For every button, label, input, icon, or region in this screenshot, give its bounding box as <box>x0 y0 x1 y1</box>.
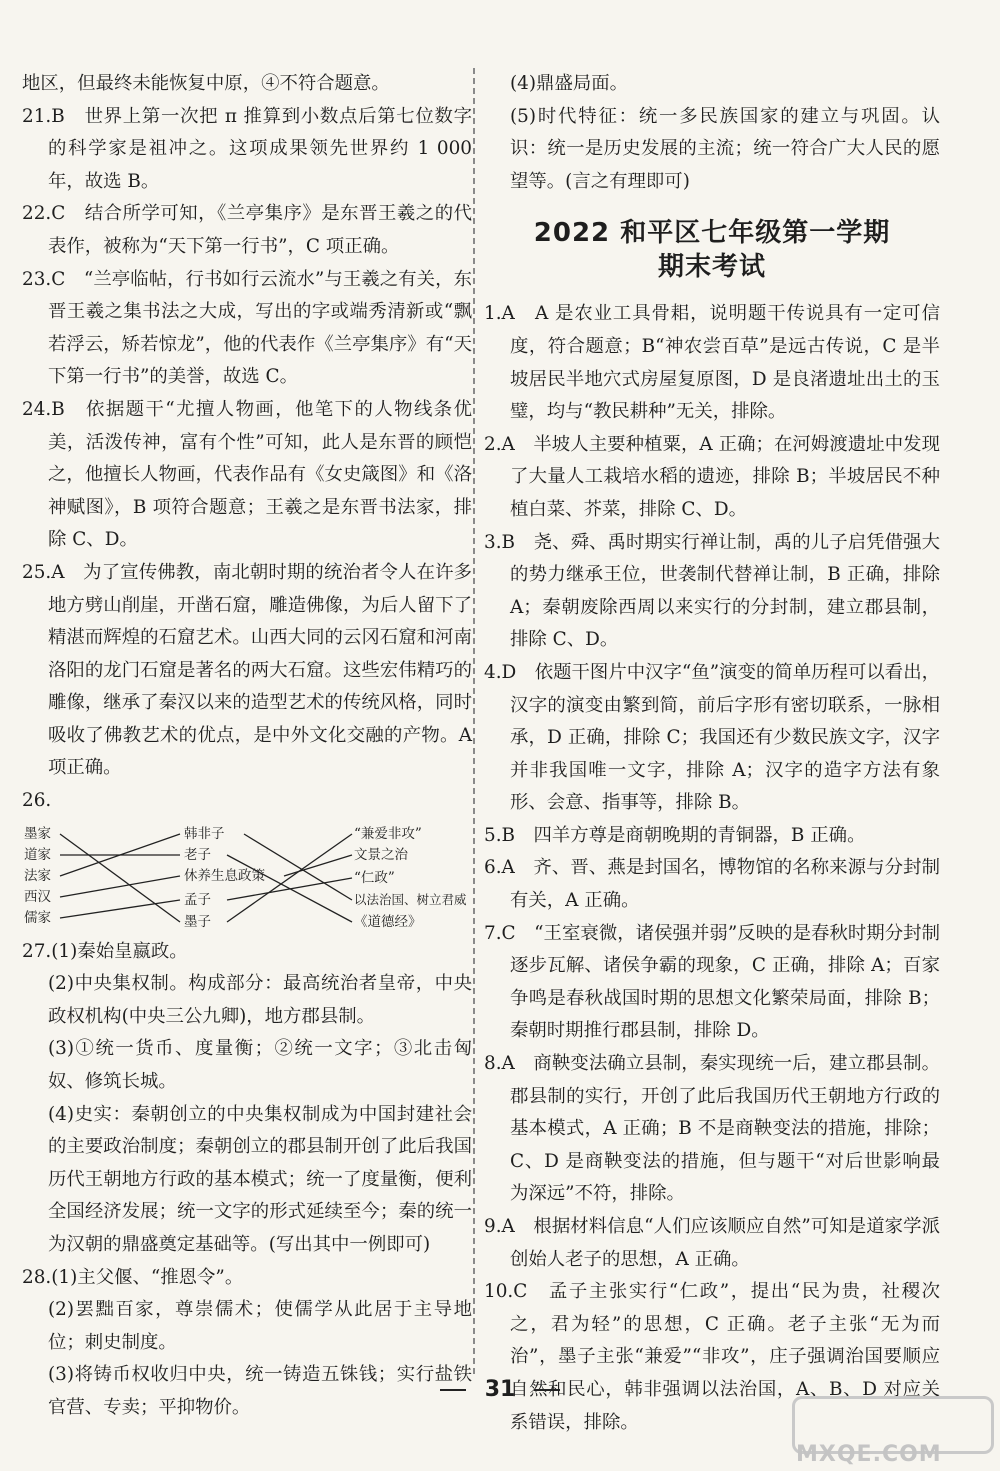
answer-24: 24.B 依据题干“尤擅人物画，他笔下的人物线条优美，活泼传神，富有个性”可知，此人是东晋的顾恺之，他擅长人物画，代表作品有《女史箴图》和《洛神赋图》，B 项符合题意；王羲之是东晋书法家，排除 C、D。 <box>22 398 472 551</box>
footer-dash-right <box>534 1389 560 1391</box>
diagram-left-item: 道家 <box>24 846 51 863</box>
watermark-url: MXQE.COM <box>796 1442 942 1467</box>
exam-title <box>484 198 940 298</box>
exam-answer-8: 8.A 商鞅变法确立县制，秦实现统一后，建立郡县制。郡县制的实行，开创了此后我国历代王朝地方行政的基本模式，A 正确；B 不是商鞅变法的措施，排除；C、D 是商鞅变法的措施，但与题干“对后世影响最为深远”不符，排除。 <box>484 1053 940 1205</box>
answer-27-2: (2)中央集权制。构成部分：最高统治者皇帝，中央政权机构(中央三公九卿)，地方郡县制。 <box>48 973 472 1027</box>
column-divider <box>473 68 475 1374</box>
answer-27-3: (3)①统一货币、度量衡；②统一文字；③北击匈奴、修筑长城。 <box>48 1038 472 1093</box>
exam-answer-9: 9.A 根据材料信息“人们应该顺应自然”可知是道家学派创始人老子的思想，A 正确。 <box>484 1216 940 1270</box>
answer-27-1: 27.(1)秦始皇嬴政。 <box>22 940 188 962</box>
exam-answer-3: 3.B 尧、舜、禹时期实行禅让制，禹的儿子启凭借强大的势力继承王位，世袭制代替禅让制，B 正确，排除 A；秦朝废除西周以来实行的分封制，建立郡县制，排除 C、D。 <box>484 531 940 651</box>
right-column <box>484 68 940 1439</box>
answer-28-2: (2)罢黜百家，尊崇儒术；使儒学从此居于主导地位；刺史制度。 <box>48 1299 472 1353</box>
diagram-right-item: 《道德经》 <box>354 913 422 930</box>
diagram-right-item: 文景之治 <box>354 846 408 863</box>
answer-26-label: 26. <box>22 790 52 812</box>
diagram-left-item: 墨家 <box>24 825 51 842</box>
exam-answer-2: 2.A 半坡人主要种植粟，A 正确；在河姆渡遗址中发现了大量人工栽培水稻的遗迹，排除 B；半坡居民不种植白菜、芥菜，排除 C、D。 <box>484 433 940 520</box>
left-column <box>22 68 472 1425</box>
page-number: 31 <box>484 1377 516 1402</box>
diagram-mid-item: 老子 <box>184 846 211 863</box>
answer-20-continued: 地区，但最终未能恢复中原，④不符合题意。 <box>22 73 390 94</box>
diagram-mid-item: 孟子 <box>184 891 211 908</box>
matching-diagram <box>22 824 472 934</box>
answer-21: 21.B 世界上第一次把 π 推算到小数点后第七位数字的科学家是祖冲之。这项成果领先世界约 1 000 年，故选 B。 <box>22 105 472 192</box>
answer-prev-5: (5)时代特征：统一多民族国家的建立与巩固。认识：统一是历史发展的主流；统一符合广大人民的愿望等。(言之有理即可) <box>510 105 940 192</box>
exam-answer-10: 10.C 孟子主张实行“仁政”，提出“民为贵，社稷次之，君为轻”的思想，C 正确。老子主张“无为而治”，墨子主张“兼爱”“非攻”，庄子强调治国要顺应自然和民心，韩非强调以法治国，A、B、D 对应关系错误，排除。 <box>484 1281 940 1433</box>
answer-22: 22.C 结合所学可知，《兰亭集序》是东晋王羲之的代表作，被称为“天下第一行书”，C 项正确。 <box>22 203 472 257</box>
exam-title-line1: 2022 和平区七年级第一学期 <box>533 218 891 249</box>
diagram-mid-item: 休养生息政策 <box>184 867 265 884</box>
exam-answer-4: 4.D 依题干图片中汉字“鱼”演变的简单历程可以看出，汉字的演变由繁到简，前后字形有密切联系，一脉相承，D 正确，排除 C；我国还有少数民族文字，汉字并非我国唯一文字，排除 A；汉字的造字方法有象形、会意、指事等，排除 B。 <box>484 661 940 814</box>
watermark-logo <box>792 1396 988 1468</box>
diagram-left-item: 西汉 <box>24 888 51 905</box>
exam-answer-7: 7.C “王室衰微，诸侯强并弱”反映的是春秋时期分封制逐步瓦解、诸侯争霸的现象，C 正确，排除 A；百家争鸣是春秋战国时期的思想文化繁荣局面，排除 B；秦朝时期推行郡县制，排除 D。 <box>484 922 940 1042</box>
exam-answer-5: 5.B 四羊方尊是商朝晚期的青铜器，B 正确。 <box>484 824 866 846</box>
diagram-right-item: “仁政” <box>354 869 395 886</box>
answer-28-3: (3)将铸币权收归中央，统一铸造五铢钱；实行盐铁官营、专卖；平抑物价。 <box>48 1364 472 1418</box>
diagram-left-item: 儒家 <box>24 909 51 926</box>
diagram-right-item: “兼爱非攻” <box>354 825 422 842</box>
exam-title-line2: 期末考试 <box>657 252 766 283</box>
diagram-mid-item: 墨子 <box>184 913 211 930</box>
answer-27-4: (4)史实：秦朝创立的中央集权制成为中国封建社会的主要政治制度；秦朝创立的郡县制开创了此后我国历代王朝地方行政的基本模式；统一了度量衡，便利全国经济发展；统一文字的形式延续至今；秦的统一为汉朝的鼎盛奠定基础等。(写出其中一例即可) <box>48 1103 472 1255</box>
answer-prev-4: (4)鼎盛局面。 <box>510 73 629 94</box>
answer-28-1: 28.(1)主父偃、“推恩令”。 <box>22 1266 244 1288</box>
answer-23: 23.C “兰亭临帖，行书如行云流水”与王羲之有关，东晋王羲之集书法之大成，写出的字或端秀清新或“飘若浮云，矫若惊龙”，他的代表作《兰亭集序》有“天下第一行书”的美誉，故选 C。 <box>22 268 472 388</box>
answer-25: 25.A 为了宣传佛教，南北朝时期的统治者令人在许多地方劈山削崖，开凿石窟，雕造佛像，为后人留下了精湛而辉煌的石窟艺术。山西大同的云冈石窟和河南洛阳的龙门石窟是著名的两大石窟。这些宏伟精巧的雕像，继承了秦汉以来的造型艺术的传统风格，同时吸收了佛教艺术的优点，是中外文化交融的产物。A 项正确。 <box>22 561 472 779</box>
exam-answer-6: 6.A 齐、晋、燕是封国名，博物馆的名称来源与分封制有关，A 正确。 <box>484 857 940 912</box>
diagram-left-item: 法家 <box>24 867 51 884</box>
exam-answer-1: 1.A A 是农业工具骨耜，说明题干传说具有一定可信度，符合题意；B“神农尝百草”是远古传说，C 是半坡居民半地穴式房屋复原图，D 是良渚遗址出土的玉璧，均与“教民耕种”无关，排除。 <box>484 303 940 423</box>
diagram-right-item: 以法治国、树立君威 <box>354 891 467 907</box>
diagram-mid-item: 韩非子 <box>184 825 225 842</box>
footer-dash-left <box>440 1389 466 1391</box>
